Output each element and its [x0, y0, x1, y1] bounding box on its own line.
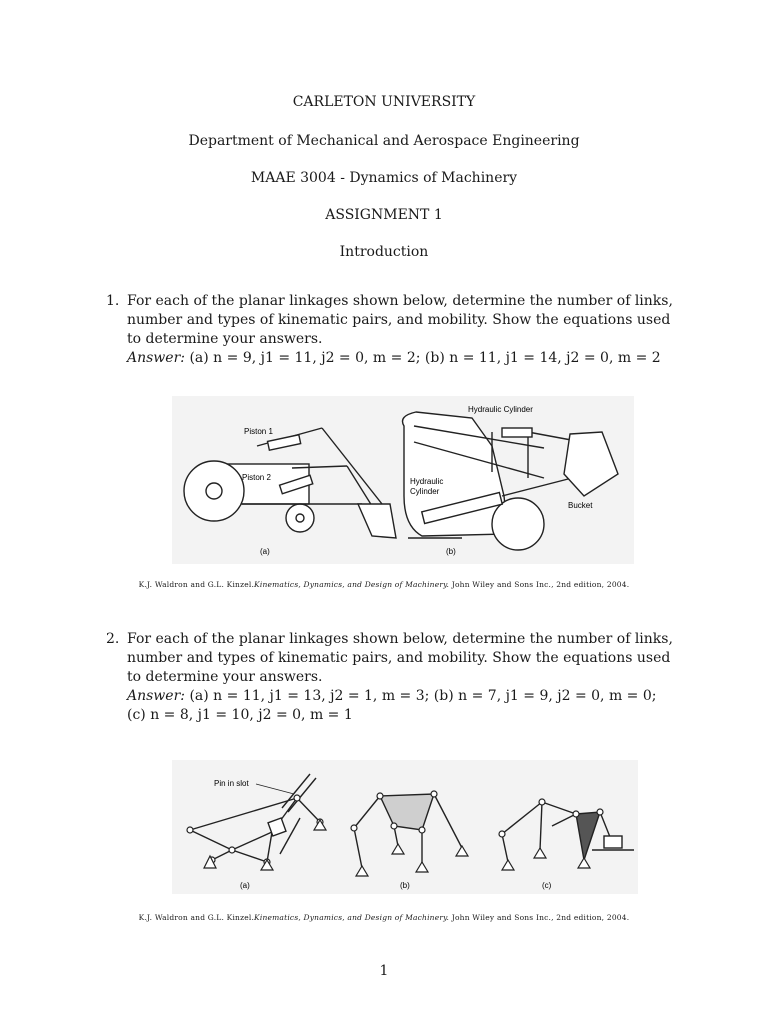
label-hydraulic-cylinder-top: Hydraulic Cylinder — [468, 405, 533, 414]
joint-c1 — [499, 831, 505, 837]
joint-b4 — [391, 823, 397, 829]
problem-text: For each of the planar linkages shown below, determine the number of links, number and types of kinematic pairs, and mobility. Show the equations used to determine your answers. — [127, 631, 673, 685]
link-c1 — [502, 802, 542, 834]
label-b: (b) — [400, 881, 410, 890]
assignment-title: ASSIGNMENT 1 — [325, 207, 443, 223]
page-number: 1 — [379, 963, 389, 979]
ground-pivot-c2 — [534, 848, 546, 858]
link-b5 — [434, 794, 462, 848]
label-a: (a) — [240, 881, 250, 890]
joint-c4 — [597, 809, 603, 815]
joint-b2 — [377, 793, 383, 799]
bucket-a — [358, 504, 396, 538]
answer-text: (a) n = 9, j1 = 11, j2 = 0, m = 2; (b) n = 11, j1 = 14, j2 = 0, m = 2 — [189, 350, 661, 366]
link-b1 — [354, 796, 380, 828]
label-bucket: Bucket — [568, 501, 593, 510]
joint-a2 — [229, 847, 235, 853]
course-title: MAAE 3004 - Dynamics of Machinery — [250, 170, 518, 186]
problem-text: For each of the planar linkages shown below, determine the number of links, number and types of kinematic pairs, and mobility. Show the equations used to determine your answers. — [127, 293, 673, 347]
ground-pivot-b3 — [416, 862, 428, 872]
link-c5 — [552, 814, 576, 826]
figure-1-linkages — [172, 396, 634, 564]
pin-in-slot-leader — [256, 784, 294, 794]
label-cylinder: Cylinder — [410, 487, 440, 496]
cylinder-rod — [502, 478, 572, 496]
link-a6 — [232, 832, 272, 850]
university-name: CARLETON UNIVERSITY — [292, 94, 476, 110]
top-hydraulic-cylinder — [502, 428, 532, 437]
slider-block-c — [604, 836, 622, 848]
ground-pivot-b1 — [356, 866, 368, 876]
joint-c2 — [539, 799, 545, 805]
tractor-front-wheel — [286, 504, 314, 532]
figure-1-caption: K.J. Waldron and G.L. Kinzel.Kinematics, Dynamics, and Design of Machinery. John Wiley and Sons Inc., 2nd edition, 2004. — [138, 580, 630, 589]
link-c3 — [540, 802, 542, 850]
ternary-link-b — [380, 794, 434, 830]
answer-label: Answer: — [127, 688, 185, 704]
problem-number: 1. — [106, 293, 120, 309]
label-piston-2: Piston 2 — [242, 473, 271, 482]
piston-1-body — [268, 435, 301, 450]
figure-2-linkages — [172, 760, 638, 894]
link-a4 — [232, 850, 267, 862]
answer-line — [127, 349, 686, 368]
label-pin-in-slot: Pin in slot — [214, 779, 249, 788]
ground-pivot-c1 — [502, 860, 514, 870]
link-c4 — [542, 802, 576, 814]
ground-pivot-b2 — [392, 844, 404, 854]
tractor-rear-wheel — [184, 461, 244, 521]
topic-title: Introduction — [339, 244, 429, 260]
link-b2 — [354, 828, 362, 868]
problem-2 — [106, 630, 686, 725]
answer-line-2: (c) n = 8, j1 = 10, j2 = 0, m = 1 — [127, 707, 353, 723]
answer-text: (a) n = 11, j1 = 13, j2 = 1, m = 3; (b) n = 7, j1 = 9, j2 = 0, m = 0; — [189, 688, 657, 704]
joint-c3 — [573, 811, 579, 817]
loader-wheel — [492, 498, 544, 550]
figure-2-svg — [172, 760, 638, 894]
problem-number: 2. — [106, 631, 120, 647]
ground-pivot-b4 — [456, 846, 468, 856]
joint-b3 — [431, 791, 437, 797]
label-b: (b) — [446, 547, 456, 556]
ground-pivot-a3 — [314, 820, 326, 830]
answer-label: Answer: — [127, 350, 185, 366]
joint-a1 — [187, 827, 193, 833]
link-a1 — [190, 830, 232, 850]
label-a: (a) — [260, 547, 270, 556]
label-piston-1: Piston 1 — [244, 427, 273, 436]
problem-1 — [106, 292, 686, 368]
bucket-b — [564, 432, 618, 496]
department-name: Department of Mechanical and Aerospace Engineering — [188, 133, 580, 149]
ternary-link-c — [576, 812, 600, 860]
joint-b1 — [351, 825, 357, 831]
figure-1-svg — [172, 396, 634, 564]
label-hydraulic: Hydraulic — [410, 477, 444, 486]
ground-pivot-c3 — [578, 858, 590, 868]
link-a9 — [267, 832, 272, 862]
joint-a5 — [294, 795, 300, 801]
joint-b5 — [419, 827, 425, 833]
answer-line — [127, 687, 686, 706]
label-c: (c) — [542, 881, 552, 890]
ground-pivot-a2 — [261, 860, 273, 870]
link-c2 — [502, 834, 508, 862]
figure-2-caption: K.J. Waldron and G.L. Kinzel.Kinematics, Dynamics, and Design of Machinery. John Wiley and Sons Inc., 2nd edition, 2004. — [138, 913, 630, 922]
